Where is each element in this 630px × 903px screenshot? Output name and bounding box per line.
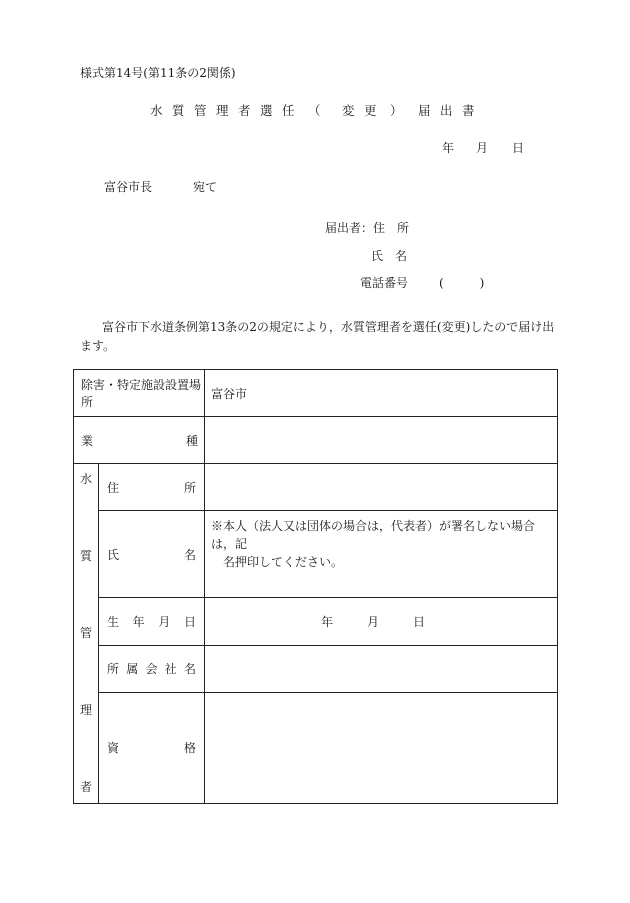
manager-qualification-value-cell[interactable] [205, 692, 558, 803]
manager-vertical-char: 水 [79, 472, 92, 486]
form-number: 様式第14号(第11条の2関係) [80, 66, 236, 80]
title-char: （ [308, 103, 321, 118]
title-char: 選 [260, 103, 273, 118]
manager-address-value-cell[interactable] [205, 464, 558, 511]
manager-name-label-char: 名 [184, 547, 197, 562]
manager-name-label-char: 氏 [107, 547, 120, 562]
date-month-label: 月 [476, 141, 489, 155]
manager-vertical-char: 質 [79, 549, 92, 563]
dob-label-char: 生 [107, 614, 120, 629]
title-char: 届 [418, 103, 431, 118]
dob-month-label: 月 [367, 614, 380, 629]
signature-note-line2: 名押印してください。 [223, 555, 344, 570]
document-title [150, 101, 475, 119]
manager-address-label-char: 所 [184, 480, 197, 495]
manager-form-table [73, 369, 558, 804]
notifier-name-label: 氏 名 [371, 249, 408, 263]
dob-label-char: 年 [132, 614, 145, 629]
manager-dob-value-cell[interactable] [205, 598, 558, 645]
date-year-label: 年 [442, 141, 455, 155]
manager-name-label-cell [99, 511, 205, 598]
addressee-suffix: 宛て [193, 180, 218, 194]
dob-label-char: 日 [183, 614, 196, 629]
company-label-char: 名 [184, 662, 197, 677]
manager-qualification-label-cell [99, 692, 205, 803]
title-char: 質 [172, 103, 185, 118]
title-char: 水 [150, 103, 163, 118]
dob-day-label: 日 [413, 614, 426, 629]
manager-address-label-cell [99, 464, 205, 511]
qualification-label-char: 格 [184, 741, 197, 756]
notifier-phone-parens: ( ) [439, 276, 485, 290]
title-char: 出 [440, 103, 453, 118]
date-day-label: 日 [512, 141, 525, 155]
manager-vertical-char: 者 [79, 780, 92, 794]
company-label-char: 属 [126, 662, 139, 677]
qualification-label-char: 資 [107, 741, 120, 756]
title-char: ） [390, 103, 403, 118]
manager-address-label-char: 住 [107, 480, 120, 495]
title-char: 書 [462, 103, 475, 118]
dob-year-label: 年 [321, 614, 334, 629]
signature-note-line1: ※本人（法人又は団体の場合は，代表者）が署名しない場合は，記 [211, 519, 536, 552]
manager-dob-label-cell [99, 598, 205, 645]
location-value: 富谷市 [211, 386, 248, 401]
company-label-char: 所 [107, 662, 120, 677]
industry-label-char: 種 [186, 433, 199, 448]
dob-label-char: 月 [158, 614, 171, 629]
body-text: 富谷市下水道条例第13条の2の規定により，水質管理者を選任(変更)したので届け出ます。 [80, 320, 555, 353]
title-char: 理 [216, 103, 229, 118]
manager-vertical-label-cell [74, 464, 99, 804]
addressee: 富谷市長 [104, 180, 153, 194]
title-char: 変 [342, 103, 355, 118]
title-char: 管 [194, 103, 207, 118]
manager-name-value-cell[interactable] [205, 511, 558, 598]
industry-value-cell[interactable] [205, 417, 558, 464]
company-label-char: 会 [145, 662, 158, 677]
submission-date [442, 139, 524, 156]
title-char: 者 [238, 103, 251, 118]
notifier-phone-label: 電話番号 [360, 276, 409, 290]
manager-vertical-char: 管 [79, 626, 92, 640]
notifier-address-label: 届出者：住 所 [325, 221, 410, 235]
title-char: 任 [282, 103, 295, 118]
title-char: 更 [364, 103, 377, 118]
manager-company-value-cell[interactable] [205, 645, 558, 692]
manager-company-label-cell [99, 645, 205, 692]
industry-label-char: 業 [81, 433, 94, 448]
location-label-cell [74, 370, 205, 417]
location-label: 除害・特定施設設置場所 [81, 378, 202, 409]
location-value-cell[interactable] [205, 370, 558, 417]
manager-vertical-char: 理 [79, 703, 92, 717]
industry-label-cell [74, 417, 205, 464]
company-label-char: 社 [164, 662, 177, 677]
